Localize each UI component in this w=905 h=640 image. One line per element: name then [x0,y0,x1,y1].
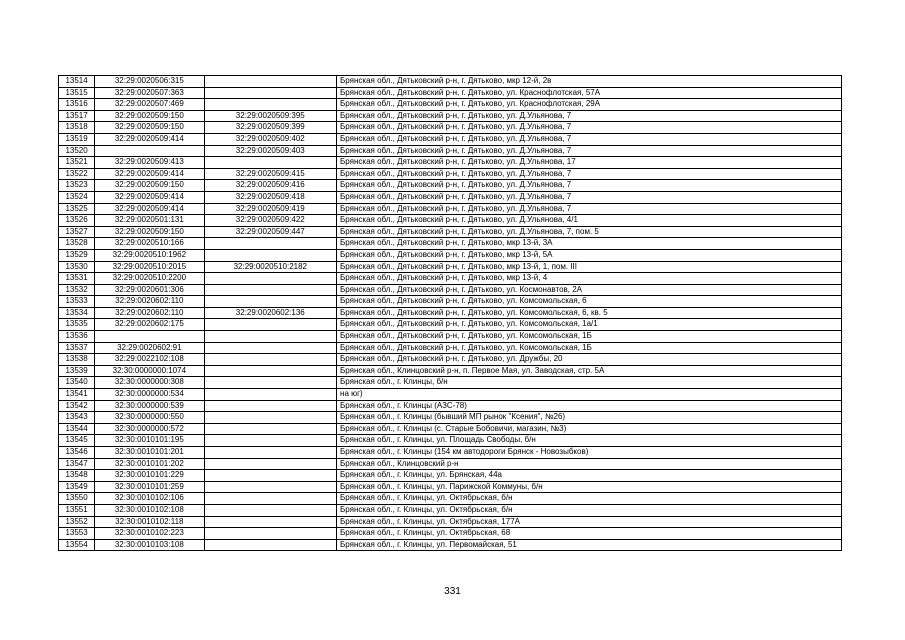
address-cell: Брянская обл., Дятьковский р-н, г. Дятьково, ул. Комсомольская, 1а/1 [337,319,842,331]
row-number-cell: 13543 [59,412,95,424]
row-number-cell: 13538 [59,354,95,366]
row-number-cell: 13534 [59,307,95,319]
cadastral-number-cell: 32:30:0010101:195 [95,435,204,447]
table-row [59,447,842,459]
table-row [59,377,842,389]
address-cell: Брянская обл., Дятьковский р-н, г. Дятьково, мкр 13-й, 5А [337,249,842,261]
table-row [59,122,842,134]
address-cell: Брянская обл., Дятьковский р-н, г. Дятьково, ул. Комсомольская, 6 [337,296,842,308]
address-cell: Брянская обл., Дятьковский р-н, г. Дятьково, ул. Д.Ульянова, 7 [337,180,842,192]
address-cell: Брянская обл., Дятьковский р-н, г. Дятьково, ул. Космонавтов, 2А [337,284,842,296]
cadastral-number-cell: 32:29:0020510:2200 [95,273,204,285]
cadastral-number-cell: 32:29:0020509:150 [95,226,204,238]
row-number-cell: 13514 [59,76,95,88]
cadastral-number-cell: 32:30:0000000:1074 [95,365,204,377]
premises-cadastral-number-cell: 32:29:0020509:418 [204,191,337,203]
premises-cadastral-number-cell [204,76,337,88]
table-row [59,261,842,273]
table-row [59,539,842,551]
row-number-cell: 13515 [59,87,95,99]
row-number-cell: 13529 [59,249,95,261]
table-row [59,481,842,493]
cadastral-number-cell: 32:29:0020506:315 [95,76,204,88]
row-number-cell: 13554 [59,539,95,551]
table-row [59,110,842,122]
premises-cadastral-number-cell [204,493,337,505]
table-row [59,296,842,308]
address-cell: Брянская обл., Дятьковский р-н, г. Дятьково, ул. Д.Ульянова, 7 [337,203,842,215]
address-cell: Брянская обл., г. Клинцы, ул. Октябрьская, б/н [337,493,842,505]
table-row [59,331,842,343]
address-cell: Брянская обл., Дятьковский р-н, г. Дятьково, ул. Д.Ульянова, 17 [337,157,842,169]
row-number-cell: 13531 [59,273,95,285]
address-cell: Брянская обл., Клинцовский р-н [337,458,842,470]
address-cell: Брянская обл., Дятьковский р-н, г. Дятьково, ул. Краснофлотская, 57А [337,87,842,99]
premises-cadastral-number-cell [204,528,337,540]
table-row [59,87,842,99]
cadastral-number-cell: 32:30:0010101:202 [95,458,204,470]
premises-cadastral-number-cell [204,389,337,401]
table-row [59,423,842,435]
table-row [59,319,842,331]
cadastral-number-cell: 32:29:0020601:306 [95,284,204,296]
cadastral-number-cell: 32:29:0020602:175 [95,319,204,331]
premises-cadastral-number-cell [204,447,337,459]
address-cell: Брянская обл., Дятьковский р-н, г. Дятьково, ул. Дружбы, 20 [337,354,842,366]
cadastral-number-cell: 32:30:0010101:201 [95,447,204,459]
table-row [59,133,842,145]
cadastral-number-cell: 32:30:0010102:223 [95,528,204,540]
cadastral-number-cell: 32:30:0000000:534 [95,389,204,401]
address-cell: Брянская обл., Дятьковский р-н, г. Дятьково, мкр 13-й, 1, пом. III [337,261,842,273]
premises-cadastral-number-cell [204,249,337,261]
row-number-cell: 13525 [59,203,95,215]
address-cell: Брянская обл., г. Клинцы, ул. Брянская, 44а [337,470,842,482]
cadastral-number-cell: 32:30:0010102:108 [95,504,204,516]
address-cell: Брянская обл., г. Клинцы (154 км автодороги Брянск - Новозыбков) [337,447,842,459]
premises-cadastral-number-cell [204,354,337,366]
premises-cadastral-number-cell [204,342,337,354]
premises-cadastral-number-cell: 32:29:0020509:422 [204,215,337,227]
premises-cadastral-number-cell [204,377,337,389]
row-number-cell: 13517 [59,110,95,122]
row-number-cell: 13518 [59,122,95,134]
table-row [59,354,842,366]
address-cell: Брянская обл., г. Клинцы, ул. Октябрьская, б/н [337,504,842,516]
cadastral-number-cell: 32:30:0000000:539 [95,400,204,412]
address-cell: Брянская обл., г. Клинцы, ул. Октябрьская, 68 [337,528,842,540]
address-cell: Брянская обл., Дятьковский р-н, г. Дятьково, ул. Д.Ульянова, 7 [337,168,842,180]
address-cell: Брянская обл., г. Клинцы (АЗС-78) [337,400,842,412]
cadastral-number-cell: 32:30:0000000:572 [95,423,204,435]
cadastral-number-cell: 32:29:0020509:414 [95,203,204,215]
premises-cadastral-number-cell: 32:29:0020509:402 [204,133,337,145]
premises-cadastral-number-cell [204,412,337,424]
address-cell: Брянская обл., Дятьковский р-н, г. Дятьково, ул. Д.Ульянова, 7 [337,122,842,134]
table-row [59,180,842,192]
row-number-cell: 13522 [59,168,95,180]
table-body [59,76,842,551]
row-number-cell: 13524 [59,191,95,203]
row-number-cell: 13519 [59,133,95,145]
row-number-cell: 13527 [59,226,95,238]
premises-cadastral-number-cell: 32:29:0020509:415 [204,168,337,180]
address-cell: Брянская обл., г. Клинцы, б/н [337,377,842,389]
row-number-cell: 13535 [59,319,95,331]
table-row [59,504,842,516]
cadastral-number-cell: 32:29:0020509:414 [95,168,204,180]
table-row [59,284,842,296]
cadastral-number-cell: 32:29:0020510:2015 [95,261,204,273]
row-number-cell: 13553 [59,528,95,540]
cadastral-number-cell: 32:30:0000000:550 [95,412,204,424]
table-row [59,435,842,447]
premises-cadastral-number-cell: 32:29:0020510:2182 [204,261,337,273]
row-number-cell: 13541 [59,389,95,401]
cadastral-number-cell: 32:29:0020509:414 [95,191,204,203]
premises-cadastral-number-cell [204,435,337,447]
premises-cadastral-number-cell [204,284,337,296]
table-row [59,412,842,424]
address-cell: Брянская обл., г. Клинцы, ул. Парижской Коммуны, б/н [337,481,842,493]
address-cell: Брянская обл., Дятьковский р-н, г. Дятьково, ул. Д.Ульянова, 7 [337,110,842,122]
cadastral-number-cell: 32:29:0020507:469 [95,99,204,111]
premises-cadastral-number-cell [204,273,337,285]
table-row [59,76,842,88]
premises-cadastral-number-cell [204,87,337,99]
premises-cadastral-number-cell [204,365,337,377]
table-row [59,458,842,470]
row-number-cell: 13540 [59,377,95,389]
cadastral-number-cell: 32:30:0010102:106 [95,493,204,505]
cadastral-number-cell: 32:29:0020509:413 [95,157,204,169]
premises-cadastral-number-cell [204,481,337,493]
cadastral-number-cell: 32:29:0020510:166 [95,238,204,250]
premises-cadastral-number-cell [204,504,337,516]
premises-cadastral-number-cell: 32:29:0020602:136 [204,307,337,319]
premises-cadastral-number-cell [204,319,337,331]
row-number-cell: 13526 [59,215,95,227]
cadastral-number-cell: 32:30:0010102:118 [95,516,204,528]
table-row [59,249,842,261]
address-cell: Брянская обл., г. Клинцы (бывший МП рынок "Ксения", №26) [337,412,842,424]
table-row [59,400,842,412]
row-number-cell: 13530 [59,261,95,273]
address-cell: Брянская обл., г. Клинцы (с. Старые Бобовичи, магазин, №3) [337,423,842,435]
premises-cadastral-number-cell [204,238,337,250]
cadastral-number-cell: 32:30:0010101:229 [95,470,204,482]
row-number-cell: 13542 [59,400,95,412]
address-cell: Брянская обл., Дятьковский р-н, г. Дятьково, ул. Д.Ульянова, 7 [337,145,842,157]
cadastral-number-cell: 32:29:0020501:131 [95,215,204,227]
table-row [59,157,842,169]
table-row [59,493,842,505]
page-number: 331 [444,586,461,597]
row-number-cell: 13520 [59,145,95,157]
address-cell: Брянская обл., Дятьковский р-н, г. Дятьково, ул. Д.Ульянова, 7 [337,191,842,203]
table-row [59,470,842,482]
premises-cadastral-number-cell: 32:29:0020509:399 [204,122,337,134]
table-row [59,365,842,377]
row-number-cell: 13545 [59,435,95,447]
address-cell: Брянская обл., Дятьковский р-н, г. Дятьково, ул. Комсомольская, 1Б [337,331,842,343]
table-row [59,389,842,401]
cadastral-number-cell: 32:29:0020507:363 [95,87,204,99]
premises-cadastral-number-cell [204,157,337,169]
row-number-cell: 13544 [59,423,95,435]
row-number-cell: 13539 [59,365,95,377]
address-cell: на юг) [337,389,842,401]
row-number-cell: 13521 [59,157,95,169]
row-number-cell: 13551 [59,504,95,516]
address-cell: Брянская обл., Дятьковский р-н, г. Дятьково, мкр 13-й, 3А [337,238,842,250]
premises-cadastral-number-cell [204,539,337,551]
row-number-cell: 13550 [59,493,95,505]
premises-cadastral-number-cell [204,331,337,343]
table-row [59,145,842,157]
row-number-cell: 13536 [59,331,95,343]
cadastral-number-cell: 32:29:0022102:108 [95,354,204,366]
address-cell: Брянская обл., г. Клинцы, ул. Первомайская, 51 [337,539,842,551]
cadastral-number-cell [95,145,204,157]
table-row [59,226,842,238]
cadastral-register-table [58,75,842,551]
table-row [59,168,842,180]
cadastral-number-cell: 32:29:0020509:150 [95,110,204,122]
row-number-cell: 13552 [59,516,95,528]
cadastral-number-cell: 32:29:0020509:414 [95,133,204,145]
table-row [59,516,842,528]
cadastral-number-cell: 32:29:0020509:150 [95,180,204,192]
premises-cadastral-number-cell [204,400,337,412]
address-cell: Брянская обл., Дятьковский р-н, г. Дятьково, мкр 12-й, 2в [337,76,842,88]
table-row [59,342,842,354]
table-row [59,215,842,227]
premises-cadastral-number-cell [204,99,337,111]
cadastral-number-cell: 32:29:0020509:150 [95,122,204,134]
row-number-cell: 13537 [59,342,95,354]
table-row [59,191,842,203]
premises-cadastral-number-cell: 32:29:0020509:403 [204,145,337,157]
address-cell: Брянская обл., Дятьковский р-н, г. Дятьково, ул. Д.Ульянова, 4/1 [337,215,842,227]
row-number-cell: 13516 [59,99,95,111]
table-row [59,238,842,250]
premises-cadastral-number-cell [204,458,337,470]
cadastral-number-cell: 32:29:0020602:110 [95,307,204,319]
premises-cadastral-number-cell [204,296,337,308]
row-number-cell: 13532 [59,284,95,296]
address-cell: Брянская обл., Дятьковский р-н, г. Дятьково, ул. Д.Ульянова, 7 [337,133,842,145]
table-row [59,528,842,540]
address-cell: Брянская обл., Дятьковский р-н, г. Дятьково, мкр 13-й, 4 [337,273,842,285]
cadastral-number-cell: 32:29:0020602:91 [95,342,204,354]
cadastral-number-cell: 32:29:0020602:110 [95,296,204,308]
premises-cadastral-number-cell [204,470,337,482]
row-number-cell: 13548 [59,470,95,482]
address-cell: Брянская обл., Клинцовский р-н, п. Первое Мая, ул. Заводская, стр. 5А [337,365,842,377]
row-number-cell: 13533 [59,296,95,308]
address-cell: Брянская обл., Дятьковский р-н, г. Дятьково, ул. Комсомольская, 1Б [337,342,842,354]
table-row [59,203,842,215]
cadastral-number-cell: 32:30:0010101:259 [95,481,204,493]
cadastral-number-cell: 32:29:0020510:1962 [95,249,204,261]
row-number-cell: 13528 [59,238,95,250]
premises-cadastral-number-cell: 32:29:0020509:447 [204,226,337,238]
table-row [59,99,842,111]
table-row [59,307,842,319]
cadastral-number-cell [95,331,204,343]
row-number-cell: 13523 [59,180,95,192]
address-cell: Брянская обл., Дятьковский р-н, г. Дятьково, ул. Комсомольская, 6, кв. 5 [337,307,842,319]
premises-cadastral-number-cell [204,423,337,435]
table-row [59,273,842,285]
cadastral-number-cell: 32:30:0000000:308 [95,377,204,389]
premises-cadastral-number-cell: 32:29:0020509:419 [204,203,337,215]
row-number-cell: 13549 [59,481,95,493]
address-cell: Брянская обл., г. Клинцы, ул. Площадь Свободы, б/н [337,435,842,447]
premises-cadastral-number-cell: 32:29:0020509:416 [204,180,337,192]
cadastral-number-cell: 32:30:0010103:108 [95,539,204,551]
address-cell: Брянская обл., г. Клинцы, ул. Октябрьская, 177А [337,516,842,528]
address-cell: Брянская обл., Дятьковский р-н, г. Дятьково, ул. Д.Ульянова, 7, пом. 5 [337,226,842,238]
address-cell: Брянская обл., Дятьковский р-н, г. Дятьково, ул. Краснофлотская, 29А [337,99,842,111]
row-number-cell: 13546 [59,447,95,459]
premises-cadastral-number-cell [204,516,337,528]
premises-cadastral-number-cell: 32:29:0020509:395 [204,110,337,122]
row-number-cell: 13547 [59,458,95,470]
